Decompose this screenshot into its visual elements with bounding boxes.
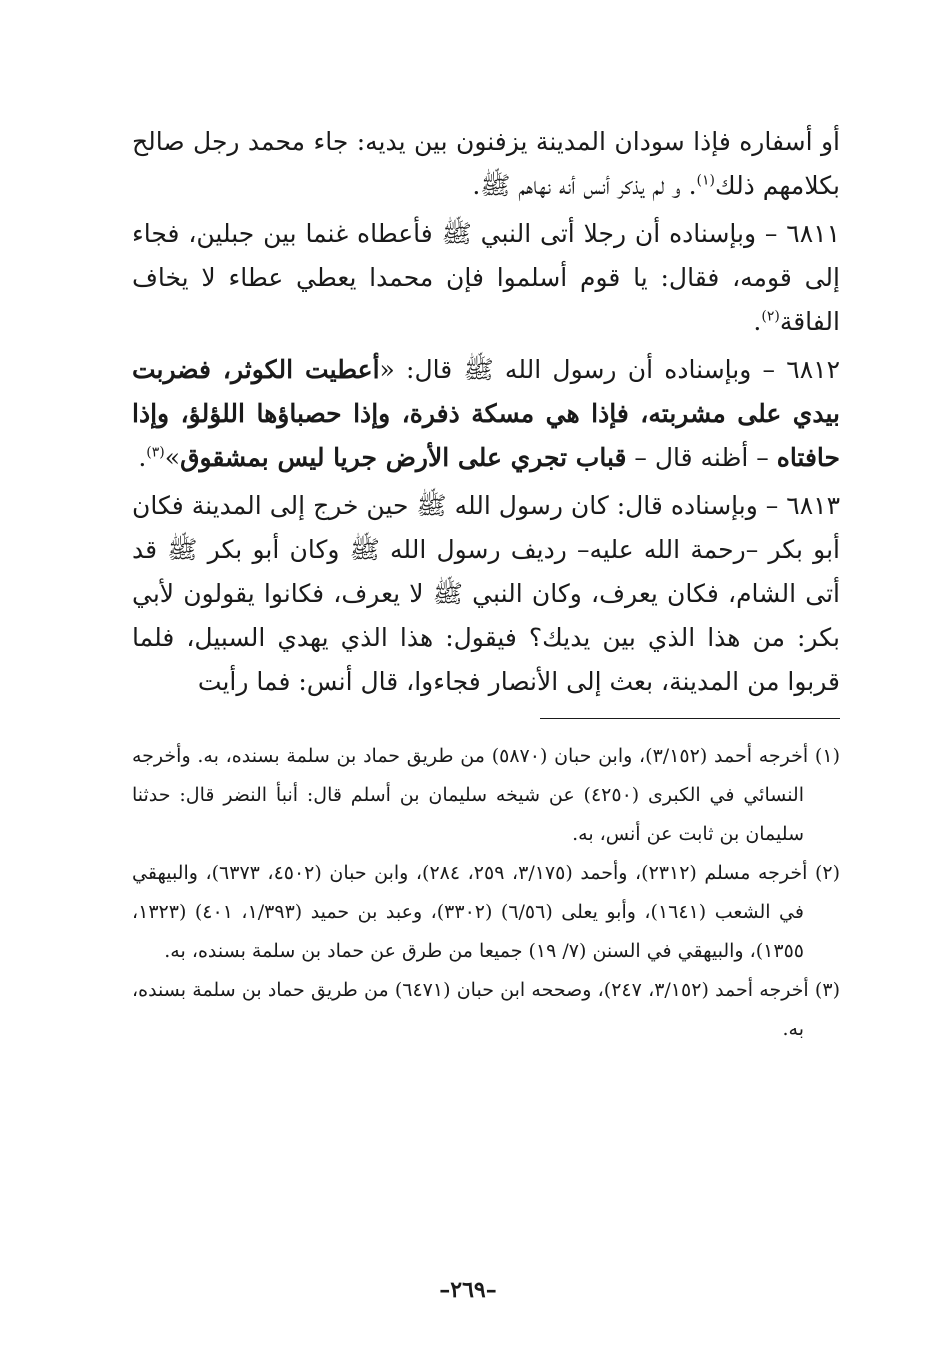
- footnote-ref-2: (٢): [761, 308, 780, 325]
- paragraph-text: ٦٨١١ – وبإسناده أن رجلا أتى النبي ﷺ فأعطاه غنما بين جبلين، فجاء إلى قومه، فقال: يا قوم أسلموا فإن محمدا يعطي عطاء لا يخاف الفاقة: [132, 219, 840, 336]
- hadith-text-bold-2: قباب تجري على الأرض جريا ليس بمشقوق: [180, 443, 627, 472]
- page-body: [132, 120, 840, 1323]
- paragraph-text: ٦٨١٣ – وبإسناده قال: كان رسول الله ﷺ حين خرج إلى المدينة فكان أبو بكر –رحمة الله عليه– رديف رسول الله ﷺ وكان أبو بكر ﷺ قد أتى الشام، فكان يعرف، وكان النبي ﷺ لا يعرف، فكانوا يقولون لأبي بكر: من هذا الذي بين يديك؟ فيقول: هذا الذي يهدي السبيل، فلما قربوا من المدينة، بعث إلى الأنصار فجاءوا، قال أنس: فما رأيت: [132, 491, 840, 696]
- paragraph-6811: [132, 212, 840, 344]
- hadith-text-bold-1: أعطيت الكوثر، فضربت بيدي على مشربته، فإذا هي مسكة ذفرة، وإذا حصباؤها اللؤلؤ، وإذا حافتاه: [132, 355, 840, 472]
- paragraph-intro: ٦٨١٢ – وبإسناده أن رسول الله ﷺ قال: «: [379, 355, 841, 384]
- paragraph-tail: .: [138, 443, 147, 472]
- footnote-divider: [540, 718, 840, 719]
- footnote-ref-3: (٣): [146, 444, 165, 461]
- paragraph-tail: . و لم يذكر أنس أنه نهاهم ﷺ.: [472, 171, 697, 200]
- main-text: [132, 120, 840, 704]
- footnote-1: (١) أخرجه أحمد (٣/١٥٢)، وابن حبان (٥٨٧٠) من طريق حماد بن سلمة بسنده، به. وأخرجه النسائي في الكبرى (٤٢٥٠) عن شيخه سليمان بن أسلم قال: أنبأ النضر قال: حدثنا سليمان بن ثابت عن أنس، به.: [132, 745, 840, 845]
- footnotes: [132, 737, 840, 1049]
- paragraph-text: أو أسفاره فإذا سودان المدينة يزفنون بين يديه: جاء محمد رجل صالح بكلامهم ذلك: [132, 127, 840, 200]
- paragraph-tail: .: [753, 307, 762, 336]
- paragraph-6812: [132, 348, 840, 480]
- narrator-aside: – أظنه قال –: [626, 443, 777, 472]
- paragraph-continuation: [132, 120, 840, 208]
- footnote-ref-1: (١): [696, 172, 715, 189]
- page-number: –٢٦٩–: [439, 1277, 497, 1303]
- footnote-3: (٣) أخرجه أحمد (٣/١٥٢، ٢٤٧)، وصححه ابن حبان (٦٤٧١) من طريق حماد بن سلمة بسنده، به.: [132, 979, 840, 1040]
- paragraph-6813: [132, 484, 840, 704]
- closing-quote: »: [164, 443, 181, 472]
- footnote-2: (٢) أخرجه مسلم (٢٣١٢)، وأحمد (٣/١٧٥، ٢٥٩، ٢٨٤)، وابن حبان (٤٥٠٢، ٦٣٧٣)، والبيهقي في الشعب (١٦٤١)، وأبو يعلى (٦/٥٦) (٣٣٠٢)، وعبد بن حميد (١/٣٩٣، ٤٠١) (١٣٢٣، ١٣٥٥)، والبيهقي في السنن (٧/ ١٩) جميعا من طرق عن حماد بن سلمة بسنده، به.: [132, 862, 841, 962]
